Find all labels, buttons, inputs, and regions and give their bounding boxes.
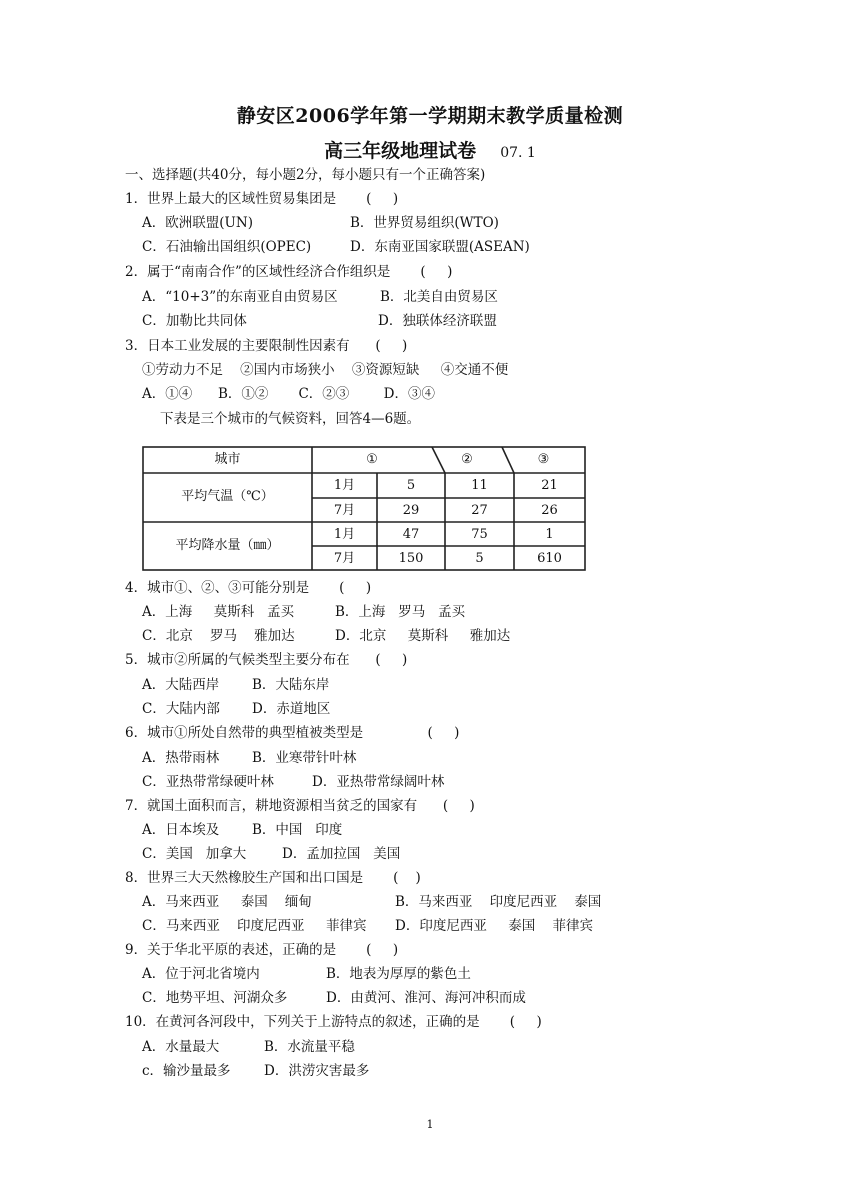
option-b: B．中国 印度 (252, 822, 343, 838)
option-b: B．水流量平稳 (264, 1039, 355, 1055)
section-heading: 一、选择题(共40分，每小题2分，每小题只有一个正确答案) (125, 167, 486, 183)
question-sub-items: ①劳动力不足 ②国内市场狭小 ③资源短缺 ④交通不便 (142, 362, 509, 378)
option-c: c．输沙量最多 (142, 1063, 231, 1079)
option-c: C．石油输出国组织(OPEC) (142, 239, 312, 255)
option-b: B．北美自由贸易区 (380, 289, 498, 305)
option-d: D．洪涝灾害最多 (264, 1063, 370, 1079)
question-stem: 8．世界三大天然橡胶生产国和出口国是 ( ) (125, 870, 421, 886)
table-cell: 11 (471, 478, 488, 493)
header-city-3: ③ (537, 452, 550, 467)
month-jul: 7月 (333, 551, 356, 566)
month-jan: 1月 (333, 478, 356, 493)
table-cell: 150 (398, 551, 424, 566)
option-c: C．亚热带常绿硬叶林 (142, 774, 274, 790)
row-label-temp: 平均气温（℃） (181, 489, 274, 504)
option-d: D．亚热带常绿阔叶林 (312, 774, 445, 790)
option-a: A．水量最大 (142, 1039, 220, 1055)
question-stem: 3．日本工业发展的主要限制性因素有 ( ) (125, 338, 408, 354)
question-stem: 5．城市②所属的气候类型主要分布在 ( ) (125, 652, 408, 668)
option-d: D．孟加拉国 美国 (282, 846, 401, 862)
question-stem: 6．城市①所处自然带的典型植被类型是 ( ) (125, 725, 460, 741)
option-b: B．大陆东岸 (252, 677, 330, 693)
table-cell: 47 (402, 527, 420, 542)
page-number: 1 (426, 1118, 434, 1131)
subtitle-text: 高三年级地理试卷 (324, 140, 477, 162)
table-cell: 610 (537, 551, 562, 566)
option-c: C．马来西亚 印度尼西亚 菲律宾 (142, 918, 367, 934)
option-d: D．北京 莫斯科 雅加达 (335, 628, 511, 644)
option-c: C．大陆内部 (142, 701, 220, 717)
table-cell: 21 (541, 478, 558, 493)
table-cell: 29 (402, 503, 420, 518)
question-stem: 7．就国土面积而言，耕地资源相当贫乏的国家有 ( ) (125, 798, 475, 814)
table-cell: 5 (475, 551, 484, 566)
header-city-2: ② (461, 452, 473, 467)
option-b: B．世界贸易组织(WTO) (350, 215, 499, 231)
header-city: 城市 (214, 452, 241, 467)
option-row: A．①④ B．①② C．②③ D．③④ (142, 386, 435, 402)
option-c: C．美国 加拿大 (142, 846, 247, 862)
option-d: D．赤道地区 (252, 701, 331, 717)
option-a: A．热带雨林 (142, 750, 220, 766)
table-intro: 下表是三个城市的气候资料，回答4—6题。 (160, 411, 421, 427)
header-city-1: ① (366, 452, 378, 467)
month-jul: 7月 (333, 503, 356, 518)
month-jan: 1月 (333, 527, 356, 542)
table-cell: 75 (471, 527, 488, 542)
row-label-precip: 平均降水量（㎜） (175, 538, 280, 553)
exam-date: 07. 1 (500, 145, 536, 161)
option-a: A．欧洲联盟(UN) (142, 215, 253, 231)
option-a: A．“10+3”的东南亚自由贸易区 (142, 289, 338, 305)
option-a: A．日本埃及 (142, 822, 220, 838)
table-cell: 27 (471, 503, 488, 518)
table-cell: 5 (406, 478, 416, 493)
option-b: B．业寒带针叶林 (252, 750, 357, 766)
option-b: B．地表为厚厚的紫色土 (326, 966, 471, 982)
option-a: A．位于河北省境内 (142, 966, 260, 982)
exam-title: 静安区2006学年第一学期期末教学质量检测 (236, 105, 624, 127)
option-a: A．上海 莫斯科 孟买 (142, 604, 295, 620)
table-cell: 26 (541, 503, 558, 518)
option-d: D．东南亚国家联盟(ASEAN) (350, 239, 530, 255)
option-b: B．上海 罗马 孟买 (335, 604, 466, 620)
option-d: D．印度尼西亚 泰国 菲律宾 (395, 918, 593, 934)
question-stem: 9．关于华北平原的表述，正确的是 ( ) (125, 942, 399, 958)
option-c: C．加勒比共同体 (142, 313, 247, 329)
option-b: B．马来西亚 印度尼西亚 泰国 (395, 894, 602, 910)
table-cell: 1 (545, 527, 554, 542)
question-stem: 2．属于“南南合作”的区域性经济合作组织是 ( ) (125, 264, 453, 280)
option-a: A．马来西亚 泰国 缅甸 (142, 894, 312, 910)
question-stem: 1．世界上最大的区域性贸易集团是 ( ) (125, 191, 399, 207)
climate-table (142, 446, 586, 571)
question-stem: 10．在黄河各河段中，下列关于上游特点的叙述，正确的是 ( ) (125, 1014, 542, 1030)
exam-subtitle (0, 136, 860, 163)
option-d: D．独联体经济联盟 (378, 313, 497, 329)
option-c: C．北京 罗马 雅加达 (142, 628, 295, 644)
question-stem: 4．城市①、②、③可能分别是 ( ) (125, 580, 372, 596)
option-d: D．由黄河、淮河、海河冲积而成 (326, 990, 526, 1006)
option-a: A．大陆西岸 (142, 677, 220, 693)
option-c: C．地势平坦、河湖众多 (142, 990, 288, 1006)
